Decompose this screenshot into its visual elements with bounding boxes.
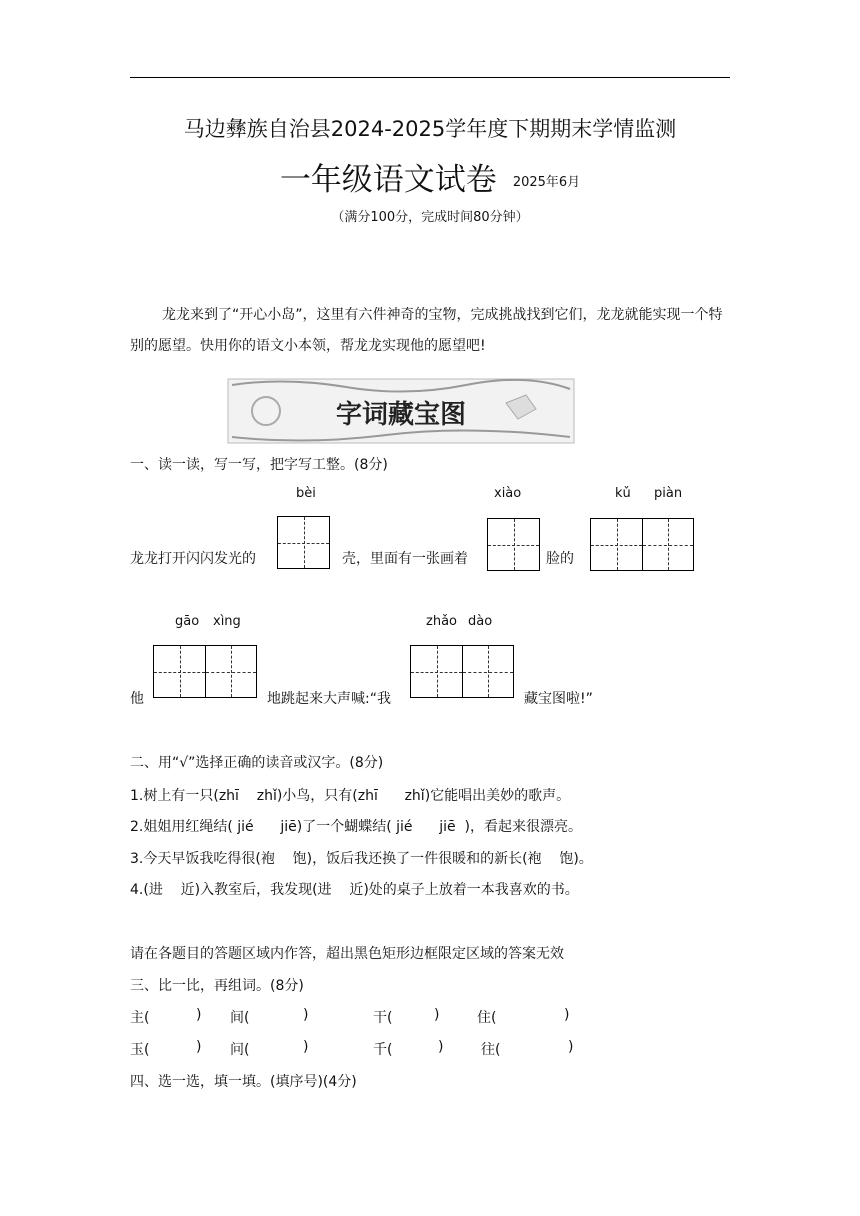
pinyin-ku: kǔ xyxy=(615,486,631,501)
compare-2d: 往( xyxy=(481,1042,501,1058)
exam-subject-title: 一年级语文试卷 xyxy=(279,162,497,198)
row2-text-a: 他 xyxy=(130,691,144,707)
grid-cell[interactable] xyxy=(154,646,205,697)
pinyin-pian: piàn xyxy=(654,486,683,501)
writing-grid-zhaodao[interactable] xyxy=(410,645,514,698)
compare-2b-close: ) xyxy=(303,1039,309,1055)
row2-text-c: 藏宝图啦!” xyxy=(524,691,593,707)
section2-item-1: 1.树上有一只(zhī zhǐ)小鸟，只有(zhī zhǐ)它能唱出美妙的歌声。 xyxy=(130,788,571,804)
compare-2b: 问( xyxy=(230,1042,250,1058)
grid-cell[interactable] xyxy=(205,646,256,697)
banner-title: 字词藏宝图 xyxy=(335,400,467,430)
section1-heading: 一、读一读，写一写，把字写工整。(8分) xyxy=(130,457,388,473)
compare-1c-close: ) xyxy=(434,1007,440,1023)
row1-text-b: 壳，里面有一张画着 xyxy=(342,551,468,567)
pinyin-zhao: zhǎo xyxy=(426,614,457,629)
answer-area-notice: 请在各题目的答题区域内作答，超出黑色矩形边框限定区域的答案无效 xyxy=(130,946,564,962)
compare-1a: 主( xyxy=(130,1010,150,1026)
grid-cell[interactable] xyxy=(411,646,462,697)
pinyin-xiao: xiào xyxy=(494,486,522,501)
compare-1d: 住( xyxy=(477,1010,497,1026)
exam-date: 2025年6月 xyxy=(512,175,581,190)
treasure-map-banner xyxy=(226,375,576,447)
compare-1b: 间( xyxy=(230,1010,250,1026)
pinyin-bei: bèi xyxy=(296,486,316,501)
grid-cell[interactable] xyxy=(278,517,329,568)
section4-heading: 四、选一选，填一填。(填序号)(4分) xyxy=(130,1074,357,1090)
row2-text-b: 地跳起来大声喊:“我 xyxy=(267,691,391,707)
treasure-map-image xyxy=(226,375,576,447)
compare-2a: 玉( xyxy=(130,1042,150,1058)
compare-2d-close: ) xyxy=(568,1039,574,1055)
pinyin-xing: xìng xyxy=(213,614,241,629)
writing-grid-kupian[interactable] xyxy=(590,518,694,571)
row1-text-a: 龙龙打开闪闪发光的 xyxy=(130,551,256,567)
pinyin-gao: gāo xyxy=(175,614,200,629)
compare-2c: 千( xyxy=(373,1042,393,1058)
exam-note: （满分100分，完成时间80分钟） xyxy=(331,210,529,225)
compare-1c: 干( xyxy=(373,1010,393,1026)
section2-item-4: 4.(进 近)入教室后，我发现(进 近)处的桌子上放着一本我喜欢的书。 xyxy=(130,882,579,898)
pinyin-dao: dào xyxy=(468,614,493,629)
writing-grid-xiao[interactable] xyxy=(487,518,540,571)
section2-item-2: 2.姐姐用红绳结( jié jiē)了一个蝴蝶结( jié jiē )，看起来很漂亮。 xyxy=(130,819,582,835)
writing-grid-bei[interactable] xyxy=(277,516,330,569)
compare-1b-close: ) xyxy=(303,1007,309,1023)
section2-heading: 二、用“√”选择正确的读音或汉字。(8分) xyxy=(130,755,384,771)
section2-item-3: 3.今天早饭我吃得很(袍 饱)，饭后我还换了一件很暖和的新长(袍 饱)。 xyxy=(130,851,593,867)
compare-2c-close: ) xyxy=(438,1039,444,1055)
section3-heading: 三、比一比，再组词。(8分) xyxy=(130,978,304,994)
intro-paragraph: 龙龙来到了“开心小岛”，这里有六件神奇的宝物，完成挑战找到它们，龙龙就能实现一个特别的愿望。快用你的语文小本领，帮龙龙实现他的愿望吧! xyxy=(130,307,723,354)
row1-text-c: 脸的 xyxy=(546,551,574,567)
exam-title-line1: 马边彝族自治县2024-2025学年度下期期末学情监测 xyxy=(183,117,677,141)
grid-cell[interactable] xyxy=(462,646,513,697)
compare-1d-close: ) xyxy=(564,1007,570,1023)
grid-cell[interactable] xyxy=(591,519,642,570)
writing-grid-gaoxing[interactable] xyxy=(153,645,257,698)
compare-2a-close: ) xyxy=(196,1039,202,1055)
exam-title-line2 xyxy=(0,154,860,199)
grid-cell[interactable] xyxy=(642,519,693,570)
top-rule xyxy=(130,77,730,78)
grid-cell[interactable] xyxy=(488,519,539,570)
compare-1a-close: ) xyxy=(196,1007,202,1023)
